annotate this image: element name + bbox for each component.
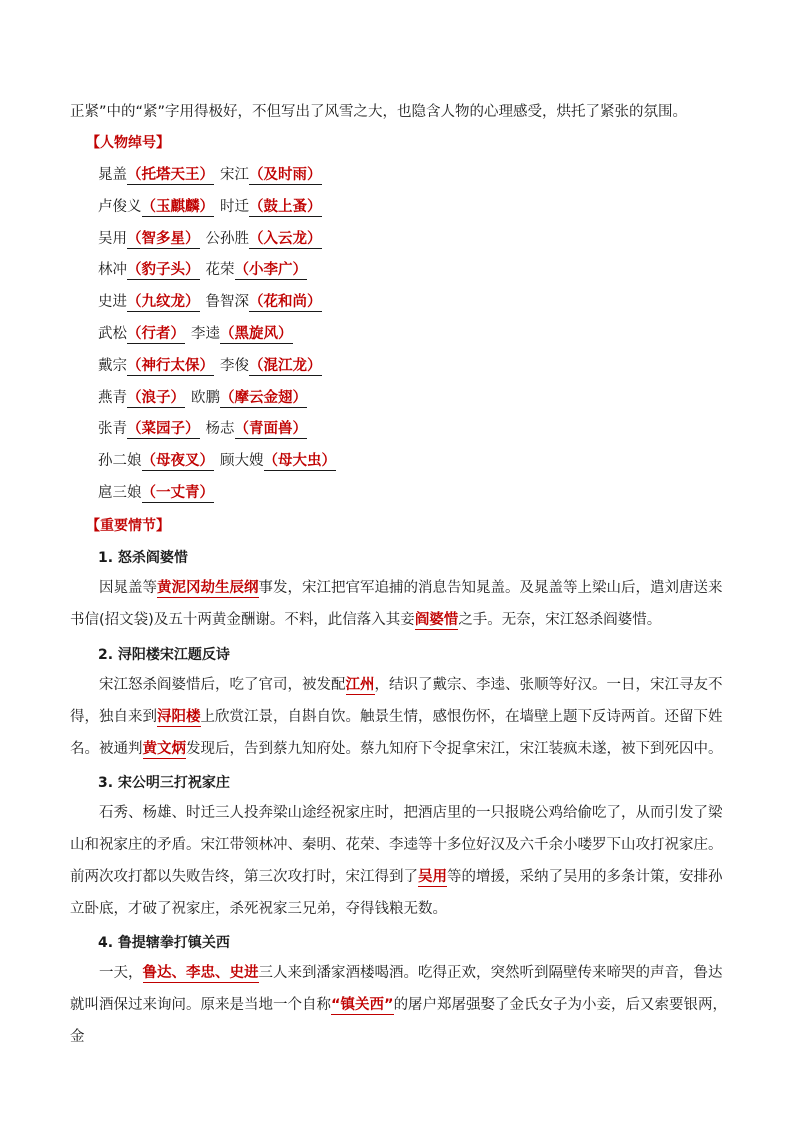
plot-paragraph: [70, 957, 730, 1053]
plot-heading: 【重要情节】: [86, 518, 170, 534]
character-name: 燕青: [98, 389, 127, 406]
nickname-row: [98, 324, 293, 344]
paragraph-text: 因晁盖等: [99, 580, 157, 596]
character-name: 公孙胜: [205, 230, 249, 247]
character-nickname: （托塔天王）: [127, 167, 214, 183]
character-name: 宋江: [220, 167, 249, 183]
key-term: “镇关西”: [331, 997, 394, 1013]
paragraph-text: 等的增援，采纳了吴用的多条计策，安排孙立卧底，才破了祝家庄，杀死祝家三兄弟，夺得钱粮无数。: [70, 869, 723, 917]
character-name: 戴宗: [98, 357, 127, 374]
nickname-row: [98, 419, 307, 439]
character-name: 林冲: [98, 262, 127, 279]
key-term: 浔阳楼: [157, 709, 201, 725]
plot-paragraph: [70, 669, 730, 765]
nickname-row: [98, 451, 336, 471]
nickname-heading: 【人物绰号】: [86, 135, 170, 151]
character-nickname: （行者）: [127, 326, 185, 342]
nickname-row: [98, 260, 307, 280]
paragraph-text: 石秀、杨雄、时迁三人投奔梁山途经祝家庄时，把酒店里的一只报晓公鸡给偷吃了，从而引发了梁山和祝家庄的矛盾。宋江带领林冲、秦明、花荣、李逵等十多位好汉及六千余小喽罗下山攻打祝家庄。前两次攻打都以失败告终，第三次攻打时，宋江得到了: [70, 805, 723, 885]
character-nickname: （豹子头）: [127, 262, 200, 279]
nickname-row: [98, 165, 322, 185]
character-nickname: （入云龙）: [249, 230, 322, 247]
character-name: 鲁智深: [205, 294, 249, 311]
character-name: 欧鹏: [191, 389, 220, 406]
character-name: 卢俊义: [98, 198, 142, 215]
paragraph-text: 一天，: [99, 965, 143, 981]
character-nickname: （混江龙）: [249, 357, 322, 374]
paragraph-text: 事发，宋江把官军追捕的消息告知晁盖。及晁盖等上梁山后，遣刘唐送来书信(招文袋)及五十两黄金酬谢。不料，此信落入其妾: [70, 580, 723, 628]
character-name: 吴用: [98, 230, 127, 247]
character-name: 顾大嫂: [220, 453, 264, 470]
character-nickname: （及时雨）: [249, 167, 322, 183]
character-nickname: （黑旋风）: [220, 326, 293, 342]
character-nickname: （小李广）: [234, 262, 307, 279]
character-nickname: （浪子）: [127, 389, 185, 406]
paragraph-text: 发现后，告到蔡九知府处。蔡九知府下令捉拿宋江，宋江装疯未遂，被下到死囚中。: [186, 741, 723, 757]
character-name: 张青: [98, 421, 127, 438]
plot-title: 3. 宋公明三打祝家庄: [98, 775, 230, 791]
character-name: 时迁: [220, 198, 249, 215]
character-name: 武松: [98, 326, 127, 342]
intro-line: 正紧”中的“紧”字用得极好，不但写出了风雪之大，也隐含人物的心理感受，烘托了紧张的氛围。: [70, 104, 688, 120]
character-name: 晁盖: [98, 167, 127, 183]
character-nickname: （母大虫）: [263, 453, 336, 470]
nickname-row: [98, 197, 322, 217]
paragraph-text: 宋江怒杀阎婆惜后，吃了官司，被发配: [99, 677, 346, 693]
paragraph-text: 的屠户郑屠强娶了金氏女子为小妾，后又索要银两，金: [70, 997, 728, 1045]
character-nickname: （九纹龙）: [127, 294, 200, 311]
nickname-row: [98, 388, 307, 408]
paragraph-text: 三人来到潘家酒楼喝酒。吃得正欢，突然听到隔壁传来啼哭的声音，鲁达就叫酒保过来询问。原来是当地一个自称: [70, 965, 723, 1013]
nickname-row: [98, 229, 322, 249]
plot-title: 4. 鲁提辖拳打镇关西: [98, 935, 230, 951]
nickname-row: [98, 483, 214, 503]
key-term: 黄文炳: [142, 741, 186, 757]
plot-paragraph: [70, 572, 730, 636]
character-nickname: （玉麒麟）: [141, 198, 214, 215]
character-name: 孙二娘: [98, 453, 142, 470]
key-term: 鲁达、李忠、史进: [142, 965, 259, 981]
character-name: 扈三娘: [98, 485, 142, 501]
nickname-row: [98, 292, 322, 312]
key-term: 吴用: [418, 869, 447, 885]
character-nickname: （母夜叉）: [141, 453, 214, 470]
character-nickname: （摩云金翅）: [220, 389, 307, 406]
character-nickname: （青面兽）: [234, 421, 307, 438]
key-term: 江州: [345, 677, 375, 693]
key-term: 阎婆惜: [414, 612, 459, 628]
paragraph-text: 之手。无奈，宋江怒杀阎婆惜。: [458, 612, 662, 628]
character-name: 史进: [98, 294, 127, 311]
character-nickname: （神行太保）: [127, 357, 214, 374]
key-term: 黄泥冈劫生辰纲: [157, 580, 259, 596]
plot-title: 1. 怒杀阎婆惜: [98, 550, 188, 566]
character-name: 花荣: [205, 262, 235, 279]
character-nickname: （一丈青）: [141, 485, 214, 501]
character-nickname: （花和尚）: [249, 294, 322, 311]
character-nickname: （智多星）: [127, 230, 200, 247]
character-nickname: （鼓上蚤）: [249, 198, 322, 215]
nickname-row: [98, 356, 322, 376]
plot-title: 2. 浔阳楼宋江题反诗: [98, 647, 230, 663]
character-nickname: （菜园子）: [127, 421, 200, 438]
paragraph-text: ，结识了戴宗、李逵、张顺等好汉。一日，宋江寻友不得，独自来到: [70, 677, 723, 725]
character-name: 李逵: [191, 326, 220, 342]
character-name: 李俊: [220, 357, 249, 374]
plot-paragraph: [70, 797, 730, 925]
character-name: 杨志: [205, 421, 235, 438]
paragraph-text: 上欣赏江景，自斟自饮。触景生情，感恨伤怀，在墙壁上题下反诗两首。还留下姓名。被通判: [70, 709, 723, 757]
